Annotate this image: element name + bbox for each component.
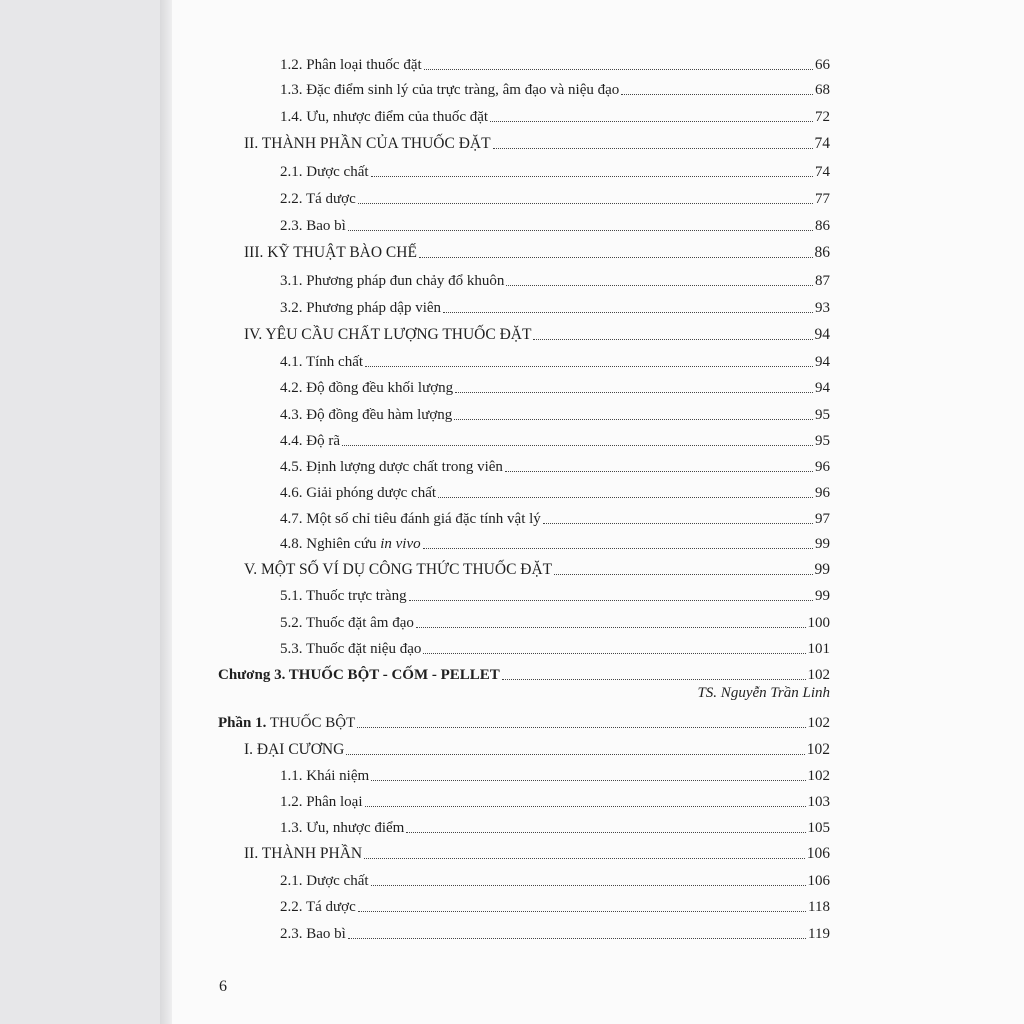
- toc-entry-title: 4.2. Độ đồng đều khối lượng: [280, 380, 454, 396]
- toc-entry-page: 72: [815, 109, 830, 125]
- dot-leader: [365, 365, 813, 367]
- toc-entry-page: 101: [807, 641, 830, 657]
- toc-entry: [280, 815, 830, 837]
- toc-entry: [280, 789, 830, 811]
- toc-entry-page: 105: [807, 820, 830, 836]
- toc-entry: [244, 322, 830, 344]
- dot-leader: [419, 256, 813, 258]
- toc-entry-page: 66: [815, 57, 830, 73]
- toc-entry-prefix: Phần 1.: [218, 715, 267, 731]
- dot-leader: [505, 470, 813, 472]
- toc-entry: [280, 77, 830, 99]
- dot-leader: [543, 522, 813, 524]
- toc-entry: [280, 213, 830, 235]
- toc-entry-title: 5.1. Thuốc trực tràng: [280, 588, 407, 604]
- toc-entry: [280, 159, 830, 181]
- toc-entry-page: 99: [815, 588, 830, 604]
- toc-entry: [280, 506, 830, 528]
- toc-entry-page: 102: [807, 768, 830, 784]
- toc-entry-page: 96: [815, 459, 830, 475]
- dot-leader: [506, 284, 813, 286]
- toc-entry-title: 4.3. Độ đồng đều hàm lượng: [280, 407, 453, 423]
- dot-leader: [357, 726, 805, 728]
- dot-leader: [621, 93, 813, 95]
- toc-entry-title: 1.2. Phân loại: [280, 794, 363, 810]
- toc-entry-page: 77: [815, 191, 830, 207]
- dot-leader: [409, 599, 813, 601]
- toc-entry-title: 4.8. Nghiên cứu in vivo: [280, 536, 421, 552]
- toc-entry: [280, 763, 830, 785]
- dot-leader: [348, 229, 813, 231]
- toc-entry: [280, 295, 830, 317]
- toc-entry-title: 1.3. Ưu, nhược điểm: [280, 820, 405, 836]
- dot-leader: [533, 338, 812, 340]
- toc-entry-title: 1.1. Khái niệm: [280, 768, 370, 784]
- toc-entry: [280, 480, 830, 502]
- toc-entry-page: 94: [815, 354, 830, 370]
- toc-entry: [280, 454, 830, 476]
- toc-entry-title: 2.2. Tá dược: [280, 899, 356, 915]
- italic-term: in vivo: [380, 536, 421, 552]
- toc-entry-page: 119: [808, 926, 830, 942]
- toc-entry-title: II. THÀNH PHẦN CỦA THUỐC ĐẶT: [244, 135, 491, 152]
- toc-entry-page: 102: [807, 715, 830, 731]
- toc-entry-rest: THUỐC BỘT: [266, 715, 356, 731]
- toc-entry-title: 3.2. Phương pháp dập viên: [280, 300, 442, 316]
- dot-leader: [364, 857, 805, 859]
- dot-leader: [365, 805, 806, 807]
- toc-entry-page: 87: [815, 273, 830, 289]
- toc-entry-title: Chương 3. THUỐC BỘT - CỐM - PELLET: [218, 667, 500, 683]
- dot-leader: [554, 573, 812, 575]
- toc-entry-title: III. KỸ THUẬT BÀO CHẾ: [244, 244, 417, 261]
- toc-entry-page: 95: [815, 433, 830, 449]
- toc-entry: [280, 428, 830, 450]
- toc-entry-page: 99: [814, 561, 830, 578]
- dot-leader: [416, 626, 806, 628]
- toc-entry: [280, 52, 830, 74]
- toc-entry: [280, 104, 830, 126]
- toc-entry-page: 99: [815, 536, 830, 552]
- toc-entry-page: 102: [806, 741, 830, 758]
- dot-leader: [443, 311, 813, 313]
- toc-entry: [244, 737, 830, 759]
- toc-entry-title: 2.1. Dược chất: [280, 873, 369, 889]
- toc-entry: [218, 710, 830, 732]
- toc-entry-page: 86: [815, 218, 830, 234]
- toc-entry: [280, 402, 830, 424]
- toc-entry: [280, 636, 830, 658]
- dot-leader: [346, 753, 804, 755]
- toc-entry-page: 97: [815, 511, 830, 527]
- toc-entry-page: 106: [806, 845, 830, 862]
- toc-entry-title: 4.1. Tính chất: [280, 354, 364, 370]
- dot-leader: [490, 120, 813, 122]
- dot-leader: [348, 937, 806, 939]
- dot-leader: [423, 547, 813, 549]
- dot-leader: [371, 175, 813, 177]
- toc-entry-page: 94: [814, 326, 830, 343]
- toc-entry-title: 4.7. Một số chỉ tiêu đánh giá đặc tính vật lý: [280, 511, 541, 527]
- toc-entry-title: 5.3. Thuốc đặt niệu đạo: [280, 641, 422, 657]
- toc-entry-title: 1.2. Phân loại thuốc đặt: [280, 57, 422, 73]
- toc-entry-page: 95: [815, 407, 830, 423]
- toc-entry: [280, 610, 830, 632]
- toc-entry-page: 74: [815, 164, 830, 180]
- toc-entry: [280, 375, 830, 397]
- toc-entry-title: 4.4. Độ rã: [280, 433, 340, 449]
- dot-leader: [406, 831, 805, 833]
- toc-entry-title: 1.3. Đặc điểm sinh lý của trực tràng, âm đạo và niệu đạo: [280, 82, 620, 98]
- toc-entry: [280, 868, 830, 890]
- toc-entry-title: V. MỘT SỐ VÍ DỤ CÔNG THỨC THUỐC ĐẶT: [244, 561, 553, 578]
- toc-entry: [280, 268, 830, 290]
- toc-entry: [244, 240, 830, 262]
- toc-entry-title: [218, 714, 355, 732]
- dot-leader: [371, 779, 805, 781]
- dot-leader: [493, 147, 813, 149]
- toc-entry-title: 5.2. Thuốc đặt âm đạo: [280, 615, 414, 631]
- toc-entry-title: 4.6. Giải phóng dược chất: [280, 485, 437, 501]
- dot-leader: [358, 910, 806, 912]
- chapter-author: TS. Nguyễn Trần Linh: [697, 685, 830, 701]
- toc-entry-title: 2.1. Dược chất: [280, 164, 369, 180]
- toc-entry-page: 86: [814, 244, 830, 261]
- dot-leader: [454, 418, 813, 420]
- toc-entry-page: 102: [807, 667, 830, 683]
- dot-leader: [502, 678, 806, 680]
- toc-entry: [280, 894, 830, 916]
- toc-entry-title: 2.3. Bao bì: [280, 218, 346, 234]
- toc-entry: [244, 841, 830, 863]
- toc-entry-page: 93: [815, 300, 830, 316]
- toc-entry: [244, 131, 830, 153]
- toc-entry-title: IV. YÊU CẦU CHẤT LƯỢNG THUỐC ĐẶT: [244, 326, 532, 343]
- toc-entry-title: II. THÀNH PHẦN: [244, 845, 363, 862]
- toc-entry-page: 100: [807, 615, 830, 631]
- dot-leader: [358, 202, 813, 204]
- toc-entry-title: 2.2. Tá dược: [280, 191, 356, 207]
- toc-entry-page: 74: [814, 135, 830, 152]
- toc-entry-title: 2.3. Bao bì: [280, 926, 346, 942]
- toc-entry-page: 103: [807, 794, 830, 810]
- toc-entry-page: 118: [808, 899, 830, 915]
- dot-leader: [342, 444, 813, 446]
- toc-entry-title: 4.5. Định lượng dược chất trong viên: [280, 459, 503, 475]
- toc-entry-title: I. ĐẠI CƯƠNG: [244, 741, 345, 758]
- toc-entry: [244, 557, 830, 579]
- toc-entry: [280, 921, 830, 943]
- toc-entry: [280, 531, 830, 553]
- toc-entry: [280, 583, 830, 605]
- dot-leader: [424, 68, 813, 70]
- toc-entry: [280, 186, 830, 208]
- dot-leader: [371, 884, 806, 886]
- page-number: 6: [219, 978, 227, 995]
- toc-entry-page: 106: [807, 873, 830, 889]
- toc-entry-title: 1.4. Ưu, nhược điểm của thuốc đặt: [280, 109, 489, 125]
- dot-leader: [455, 391, 813, 393]
- toc-entry-page: 68: [815, 82, 830, 98]
- toc-entry: [280, 349, 830, 371]
- toc-entry-title: 3.1. Phương pháp đun chảy đổ khuôn: [280, 273, 505, 289]
- dot-leader: [438, 496, 813, 498]
- toc-entry-page: 94: [815, 380, 830, 396]
- dot-leader: [423, 652, 805, 654]
- toc-entry: [218, 662, 830, 684]
- toc-entry-page: 96: [815, 485, 830, 501]
